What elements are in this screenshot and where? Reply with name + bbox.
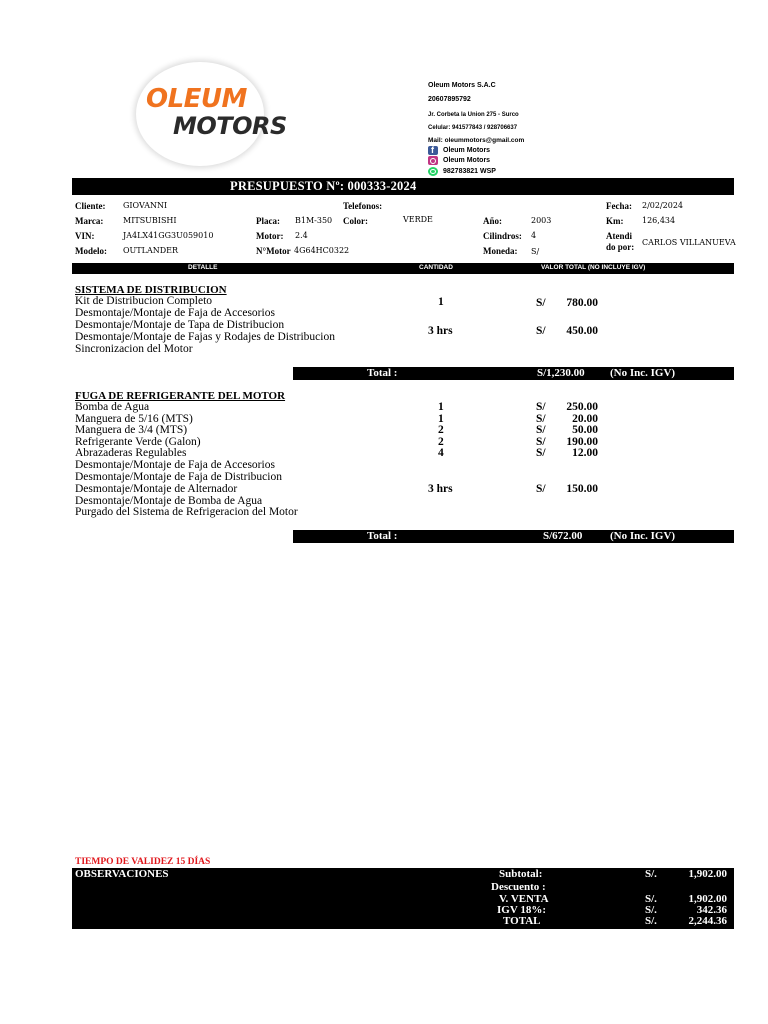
list-item: Kit de Distribucion Completo	[75, 295, 213, 307]
section2-title: FUGA DE REFRIGERANTE DEL MOTOR	[75, 390, 286, 402]
color-value: VERDE	[403, 215, 433, 224]
summary-box	[72, 868, 734, 929]
section2-qty: 1	[438, 413, 444, 425]
anio-value: 2003	[531, 216, 552, 225]
placa-label: Placa:	[256, 216, 280, 226]
logo-text-motors: MOTORS	[173, 112, 287, 140]
instagram-icon	[428, 156, 438, 165]
descuento-label: Descuento :	[491, 881, 546, 893]
fecha-label: Fecha:	[606, 201, 632, 211]
list-item: Manguera de 5/16 (MTS)	[75, 413, 193, 425]
section1-cur1: S/	[536, 297, 546, 309]
fecha-value: 2/02/2024	[642, 201, 684, 210]
company-ruc: 20607895792	[428, 96, 471, 103]
list-item: Bomba de Agua	[75, 401, 150, 413]
moneda-label: Moneda:	[483, 246, 518, 256]
vin-value: JA4LX41GG3U059010	[123, 231, 214, 240]
section2-qty: 2	[438, 424, 444, 436]
subtotal-value: 1,902.00	[688, 868, 727, 880]
modelo-label: Modelo:	[75, 246, 107, 256]
header-valor: VALOR TOTAL (NO INCLUYE IGV)	[541, 264, 646, 271]
company-mail: Mail: oleummotors@gmail.com	[428, 137, 525, 144]
venta-label: V. VENTA	[499, 893, 549, 905]
marca-value: MITSUBISHI	[123, 216, 177, 225]
modelo-value: OUTLANDER	[123, 246, 179, 255]
facebook-handle: Oleum Motors	[443, 147, 491, 154]
company-logo	[136, 62, 287, 166]
section2-total-note: (No Inc. IGV)	[610, 530, 676, 542]
atendido-label-line1: Atendi	[606, 231, 633, 241]
whatsapp-icon	[428, 167, 438, 176]
igv-currency: S/.	[645, 904, 657, 916]
atendido-label-line2: do por:	[606, 242, 635, 252]
list-item: Purgado del Sistema de Refrigeracion del Motor	[75, 506, 298, 518]
section2-total-bar	[293, 530, 734, 543]
section1-amt2: 450.00	[566, 325, 598, 337]
anio-label: Año:	[483, 216, 503, 226]
list-item: Sincronizacion del Motor	[75, 343, 193, 355]
company-address: Jr. Corbeta la Union 275 - Surco	[428, 112, 519, 118]
whatsapp-number: 982783821 WSP	[443, 168, 496, 175]
section1-total-bar	[293, 367, 734, 380]
atendido-value: CARLOS VILLANUEVA	[642, 238, 736, 247]
section2-labor-amt: 150.00	[566, 483, 598, 495]
section1-title: SISTEMA DE DISTRIBUCION	[75, 284, 227, 296]
section2-total-value: S/672.00	[543, 530, 583, 542]
section2-cur: S/	[536, 436, 546, 448]
list-item: Desmontaje/Montaje de Alternador	[75, 483, 238, 495]
total-value: 2,244.36	[688, 915, 727, 927]
section2-amount: 20.00	[572, 413, 598, 425]
facebook-icon: f	[428, 146, 438, 155]
logo-text-oleum: OLEUM	[146, 84, 247, 114]
cliente-label: Cliente:	[75, 201, 106, 211]
km-label: Km:	[606, 216, 624, 226]
section1-total-note: (No Inc. IGV)	[610, 367, 676, 379]
list-item: Desmontaje/Montaje de Faja de Distribucion	[75, 471, 282, 483]
section2-amount: 12.00	[572, 447, 598, 459]
cliente-value: GIOVANNI	[123, 201, 168, 210]
nmotor-label: N°Motor	[256, 246, 291, 256]
igv-label: IGV 18%:	[497, 904, 546, 916]
list-item: Desmontaje/Montaje de Tapa de Distribucion	[75, 319, 285, 331]
venta-currency: S/.	[645, 893, 657, 905]
cilindros-value: 4	[531, 231, 537, 240]
section1-total-label: Total :	[367, 367, 398, 379]
cilindros-label: Cilindros:	[483, 231, 522, 241]
section2-cur: S/	[536, 413, 546, 425]
quote-title-bar	[72, 178, 734, 195]
telefonos-label: Telefonos:	[343, 201, 383, 211]
observaciones-label: OBSERVACIONES	[75, 868, 169, 880]
motor-value: 2.4	[295, 231, 308, 240]
section2-amount: 190.00	[566, 436, 598, 448]
section2-total-label: Total :	[367, 530, 398, 542]
igv-value: 342.36	[696, 904, 727, 916]
list-item: Refrigerante Verde (Galon)	[75, 436, 201, 448]
total-currency: S/.	[645, 915, 657, 927]
section2-cur: S/	[536, 424, 546, 436]
vin-label: VIN:	[75, 231, 95, 241]
section2-amount: 250.00	[566, 401, 598, 413]
section2-cur: S/	[536, 447, 546, 459]
list-item: Manguera de 3/4 (MTS)	[75, 424, 188, 436]
marca-label: Marca:	[75, 216, 104, 226]
subtotal-currency: S/.	[645, 868, 657, 880]
section1-qty2: 3 hrs	[428, 325, 453, 337]
km-value: 126,434	[642, 216, 676, 225]
section1-total-value: S/1,230.00	[537, 367, 585, 379]
list-item: Desmontaje/Montaje de Faja de Accesorios	[75, 459, 275, 471]
header-cantidad: CANTIDAD	[419, 264, 453, 271]
section1-qty1: 1	[438, 296, 444, 308]
section2-labor-qty: 3 hrs	[428, 483, 453, 495]
company-name: Oleum Motors S.A.C	[428, 82, 496, 89]
section1-amt1: 780.00	[566, 297, 598, 309]
nmotor-value: 4G64HC0322	[294, 246, 350, 255]
header-detalle: DETALLE	[188, 264, 218, 271]
color-label: Color:	[343, 216, 368, 226]
list-item: Abrazaderas Regulables	[75, 447, 187, 459]
motor-label: Motor:	[256, 231, 284, 241]
section2-amount: 50.00	[572, 424, 598, 436]
section2-labor-cur: S/	[536, 483, 546, 495]
list-item: Desmontaje/Montaje de Bomba de Agua	[75, 495, 263, 507]
quote-title: PRESUPUESTO Nº: 000333-2024	[230, 179, 417, 193]
moneda-value: S/	[531, 247, 540, 256]
section2-qty: 2	[438, 436, 444, 448]
venta-value: 1,902.00	[688, 893, 727, 905]
subtotal-label: Subtotal:	[499, 868, 543, 880]
section1-cur2: S/	[536, 325, 546, 337]
total-label: TOTAL	[503, 915, 541, 927]
instagram-handle: Oleum Motors	[443, 157, 491, 164]
company-phone: Celular: 941577843 / 928706637	[428, 125, 518, 131]
list-item: Desmontaje/Montaje de Faja de Accesorios	[75, 307, 275, 319]
section2-qty: 1	[438, 401, 444, 413]
validity-note: TIEMPO DE VALIDEZ 15 DÍAS	[75, 857, 211, 867]
list-item: Desmontaje/Montaje de Fajas y Rodajes de Distribucion	[75, 331, 335, 343]
placa-value: B1M-350	[295, 216, 333, 225]
section2-qty: 4	[438, 447, 444, 459]
section2-cur: S/	[536, 401, 546, 413]
table-header	[72, 263, 734, 274]
